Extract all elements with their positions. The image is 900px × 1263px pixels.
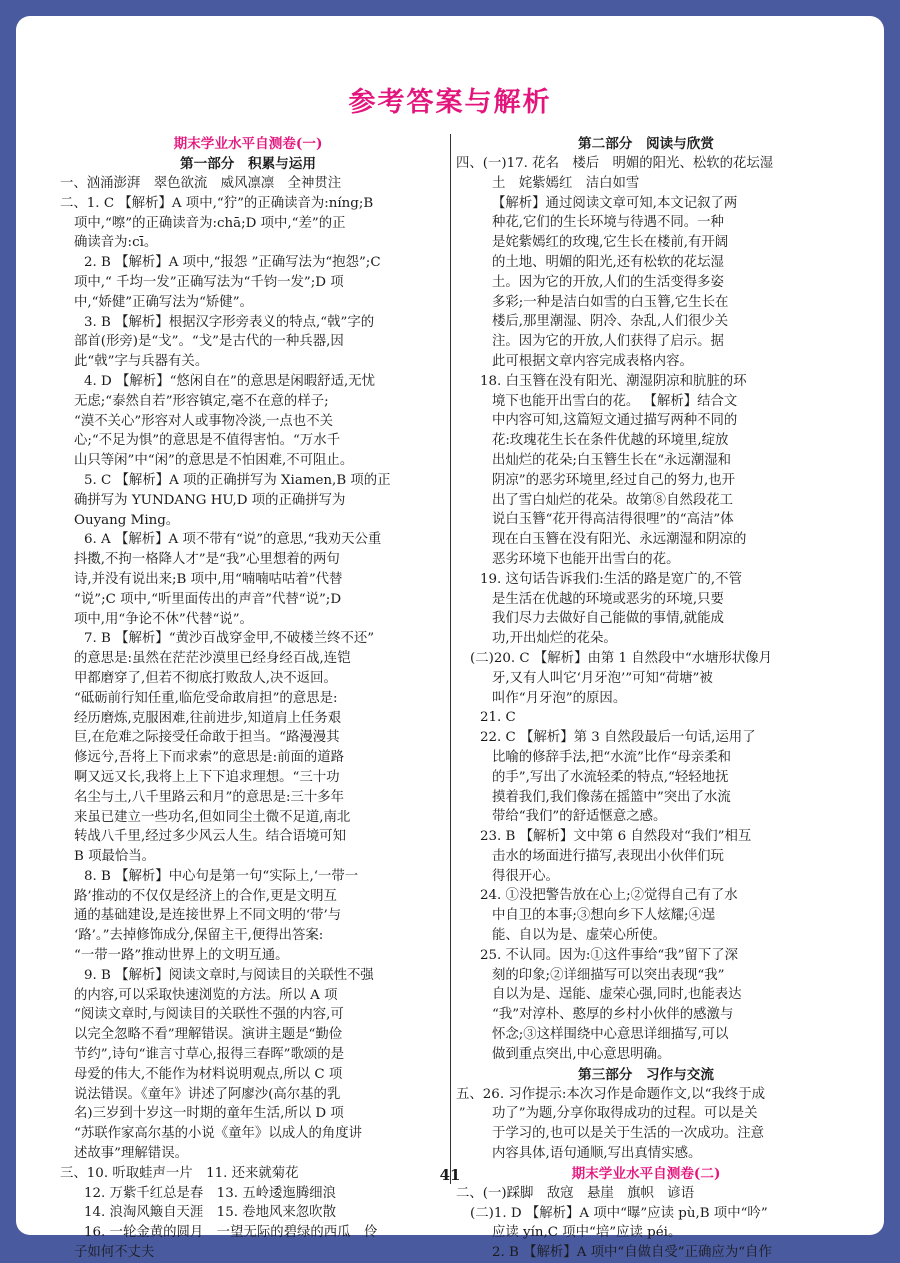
answer-line: 2. B 【解析】A 项中“自做自受”正确应为“自作 — [492, 1245, 772, 1261]
answer-line: 内容具体,语句通顺,写出真情实感。 — [492, 1146, 702, 1162]
section-heading: 第二部分 阅读与欣赏 — [578, 136, 714, 152]
answer-line: “砥砺前行知任重,临危受命敢肩担”的意思是: — [74, 690, 338, 706]
answer-line: 22. C 【解析】第 3 自然段最后一句话,运用了 — [480, 730, 756, 746]
answer-line: 的内容,可以采取快速浏览的方法。所以 A 项 — [74, 987, 338, 1003]
section-heading: 第一部分 积累与运用 — [180, 156, 316, 172]
answer-line: 16. 一轮金黄的圆月 一望无际的碧绿的西瓜 伶 — [84, 1225, 378, 1241]
answer-line: 做到重点突出,中心意思明确。 — [492, 1046, 671, 1062]
answer-line: 以完全忽略不看”理解错误。演讲主题是“勤俭 — [74, 1027, 343, 1043]
answer-line: 牙,又有人叫它‘月牙泡’”可知“荷塘”被 — [492, 670, 713, 686]
answer-line: 4. D 【解析】“悠闲自在”的意思是闲暇舒适,无忧 — [84, 373, 376, 389]
answer-line: 击水的场面进行描写,表现出小伙伴们玩 — [492, 848, 724, 864]
answer-line: 名)三岁到十岁这一时期的童年生活,所以 D 项 — [74, 1106, 344, 1122]
answer-line: (二)1. D 【解析】A 项中“曝”应读 pù,B 项中“吟” — [470, 1205, 768, 1221]
answer-line: 二、(一)踩脚 敌寇 悬崖 旗帜 谚语 — [456, 1185, 695, 1201]
answer-line: 【解析】通过阅读文章可知,本文记叙了两 — [492, 195, 738, 211]
answer-line: 6. A 【解析】A 项不带有“说”的意思,“我劝天公重 — [84, 532, 382, 548]
answer-line: 此可根据文章内容完成表格内容。 — [492, 353, 693, 369]
answer-line: 摸着我们,我们像荡在摇篮中”突出了水流 — [492, 789, 731, 805]
answer-line: 的手”,写出了水流轻柔的特点,“轻轻地抚 — [492, 769, 729, 785]
answer-line: “我”对淳朴、憨厚的乡村小伙伴的感激与 — [492, 1007, 734, 1023]
answer-line: 母爱的伟大,不能作为材料说明观点,所以 C 项 — [74, 1066, 343, 1082]
answer-line: 节约”,诗句“谁言寸草心,报得三春晖”歌颂的是 — [74, 1047, 345, 1063]
answer-line: 7. B 【解析】“黄沙百战穿金甲,不破楼兰终不还” — [84, 631, 375, 647]
answer-line: 修远兮,吾将上下而求索”的意思是:前面的道路 — [74, 750, 345, 766]
answer-line: 出了雪白灿烂的花朵。故第⑧自然段花工 — [492, 492, 734, 508]
answer-line: 二、1. C 【解析】A 项中,“狞”的正确读音为:níng;B — [60, 195, 374, 211]
answer-line: 转战八千里,经过多少风云人生。结合语境可知 — [74, 829, 347, 845]
answer-line: 功,开出灿烂的花朵。 — [492, 631, 617, 647]
answer-line: 五、26. 习作提示:本次习作是命题作文,以“我终于成 — [456, 1086, 765, 1102]
answer-line: 14. 浪淘风簸自天涯 15. 卷地风来忽吹散 — [84, 1205, 336, 1221]
answer-line: 的土地、明媚的阳光,还有松软的花坛湿 — [492, 254, 724, 270]
answer-line: 项中,“嚓”的正确读音为:chā;D 项中,“差”的正 — [74, 215, 346, 231]
answer-line: 21. C — [480, 710, 516, 726]
answer-line: 路’推动的不仅仅是经济上的合作,更是文明互 — [74, 888, 337, 904]
answer-line: 无虑;“泰然自若”形容镇定,毫不在意的样子; — [74, 393, 329, 409]
answer-line: (二)20. C 【解析】由第 1 自然段中“水塘形状像月 — [470, 650, 773, 666]
answer-line: 花:玫瑰花生长在条件优越的环境里,绽放 — [492, 433, 729, 449]
answer-line: ‘路’。”去掉修饰成分,保留主干,便得出答案: — [74, 928, 324, 944]
answer-line: 带给“我们”的舒适惬意之感。 — [492, 809, 667, 825]
answer-line: 刻的印象;②详细描写可以突出表现“我” — [492, 967, 725, 983]
answer-line: 境下也能开出雪白的花。 【解析】结合文 — [492, 393, 738, 409]
answer-line: 注。因为它的开放,人们获得了启示。据 — [492, 334, 724, 350]
answer-line: 24. ①没把警告放在心上;②觉得自己有了水 — [480, 888, 738, 904]
answer-line: B 项最恰当。 — [74, 849, 156, 865]
answer-line: 自以为是、逞能、虚荣心强,同时,也能表达 — [492, 987, 742, 1003]
answer-line: 多彩;一种是洁白如雪的白玉簪,它生长在 — [492, 294, 729, 310]
answer-line: 经历磨炼,克服困难,往前进步,知道肩上任务艰 — [74, 710, 342, 726]
answer-line: 心;“不足为惧”的意思是不值得害怕。“万水千 — [74, 433, 341, 449]
answer-line: 确拼写为 YUNDANG HU,D 项的正确拼写为 — [74, 492, 346, 508]
section-heading: 期末学业水平自测卷(二) — [571, 1165, 721, 1182]
answer-line: 8. B 【解析】中心句是第一句“实际上,‘一带一 — [84, 868, 359, 884]
answer-line: 名尘与土,八千里路云和月”的意思是:三十多年 — [74, 789, 345, 805]
answer-line: 述故事”理解错误。 — [74, 1146, 188, 1162]
answer-line: 项中,用“争论不休”代替“说”。 — [74, 611, 253, 627]
answer-line: “漠不关心”形容对人或事物冷淡,一点也不关 — [74, 413, 333, 429]
answer-line: 土 姹紫嫣红 洁白如雪 — [492, 175, 640, 191]
answer-line: 种花,它们的生长环境与待遇不同。一种 — [492, 215, 724, 231]
answer-line: 中自卫的本事;③想向乡下人炫耀;④逞 — [492, 908, 716, 924]
answer-line: 巨,在危难之际接受任命敢于担当。“路漫漫其 — [74, 730, 340, 746]
answer-line: 啊又远又长,我将上上下下追求理想。“三十功 — [74, 769, 340, 785]
answer-line: 恶劣环境下也能开出雪白的花。 — [492, 551, 680, 567]
answer-line: 楼后,那里潮湿、阴冷、杂乱,人们很少关 — [492, 314, 729, 330]
answer-line: 四、(一)17. 花名 楼后 明媚的阳光、松软的花坛湿 — [456, 156, 774, 171]
answer-line: “一带一路”推动世界上的文明互通。 — [74, 948, 289, 964]
answer-line: 甲都磨穿了,但若不彻底打败敌人,决不返回。 — [74, 670, 337, 686]
column-divider — [450, 134, 451, 1184]
answer-line: 中内容可知,这篇短文通过描写两种不同的 — [492, 413, 738, 429]
answer-line: 抖擞,不拘一格降人才”是“我”心里想着的两句 — [74, 552, 340, 568]
answer-line: 怀念;③这样围绕中心意思详细描写,可以 — [492, 1027, 729, 1043]
answer-line: 叫作“月牙泡”的原因。 — [492, 690, 627, 706]
answer-line: 通的基础建设,是连接世界上不同文明的‘带’与 — [74, 908, 342, 924]
answer-line: 于学习的,也可以是关于生活的一次成功。注意 — [492, 1126, 765, 1142]
answer-line: 2. B 【解析】A 项中,“报怨 ”正确写法为“抱怨”;C — [84, 255, 381, 271]
answer-line: 5. C 【解析】A 项的正确拼写为 Xiamen,B 项的正 — [84, 472, 391, 488]
left-column — [60, 134, 436, 1263]
answer-line: 我们尽力去做好自己能做的事情,就能成 — [492, 611, 724, 627]
answer-line: 得很开心。 — [492, 868, 559, 884]
answer-page — [16, 16, 884, 1261]
answer-line: Ouyang Ming。 — [74, 512, 180, 528]
answer-line: 中,“娇健”正确写法为“矫健”。 — [74, 294, 253, 310]
answer-line: 能、自以为是、虚荣心所使。 — [492, 928, 667, 944]
answer-line: 来虽已建立一些功名,但如同尘土微不足道,南北 — [74, 809, 351, 825]
answer-line: 土。因为它的开放,人们的生活变得多姿 — [492, 274, 724, 290]
answer-line: 三、10. 听取蛙声一片 11. 还来就菊花 — [60, 1165, 299, 1181]
answer-line: 子如何不丈夫 — [74, 1245, 155, 1261]
answer-line: 功了”为题,分享你取得成功的过程。可以是关 — [492, 1106, 758, 1122]
answer-line: 山只等闲”中“闲”的意思是不怕困难,不可阻止。 — [74, 453, 354, 469]
answer-line: 19. 这句话告诉我们:生活的路是宽广的,不管 — [480, 571, 742, 587]
right-column — [456, 134, 836, 1263]
answer-line: “阅读文章时,与阅读目的关联性不强的内容,可 — [74, 1007, 344, 1023]
answer-line: 确读音为:cī。 — [74, 235, 158, 251]
answer-line: 出灿烂的花朵;白玉簪生长在“永远潮湿和 — [492, 452, 731, 468]
answer-line: 是姹紫嫣红的玫瑰,它生长在楼前,有开阔 — [492, 235, 729, 251]
section-heading: 期末学业水平自测卷(一) — [173, 136, 323, 152]
answer-line: 是生活在优越的环境或恶劣的环境,只要 — [492, 591, 724, 607]
answer-line: 此“戟”字与兵器有关。 — [74, 354, 209, 370]
page-number: 41 — [439, 1166, 461, 1184]
answer-line: 说白玉簪“花开得高洁得很哩”的“高洁”体 — [492, 512, 734, 528]
answer-line: 23. B 【解析】文中第 6 自然段对“我们”相互 — [480, 829, 752, 845]
answer-line: 18. 白玉簪在没有阳光、潮湿阴凉和肮脏的环 — [480, 373, 747, 389]
answer-line: 诗,并没有说出来;B 项中,用“喃喃咕咕着”代替 — [74, 571, 343, 587]
answer-line: “苏联作家高尔基的小说《童年》以成人的角度讲 — [74, 1126, 363, 1142]
answer-line: 12. 万紫千红总是春 13. 五岭逶迤腾细浪 — [84, 1185, 336, 1201]
section-heading: 第三部分 习作与交流 — [578, 1066, 714, 1083]
answer-line: 应读 yín,C 项中“培”应读 péi。 — [492, 1225, 682, 1241]
answer-line: 部首(形旁)是“戈”。“戈”是古代的一种兵器,因 — [74, 334, 344, 350]
answer-line: 阴凉”的恶劣环境里,经过自己的努力,也开 — [492, 472, 735, 488]
page-title: 参考答案与解析 — [348, 87, 552, 118]
answer-line: 项中,“ 千均一发”正确写法为“千钧一发”;D 项 — [74, 274, 344, 290]
answer-line: 说法错误。《童年》讲述了阿廖沙(高尔基的乳 — [74, 1086, 341, 1102]
answer-line: 25. 不认同。因为:①这件事给“我”留下了深 — [480, 947, 739, 963]
answer-line: 3. B 【解析】根据汉字形旁表义的特点,“戟”字的 — [84, 314, 375, 330]
answer-line: 一、汹涌澎湃 翠色欲流 威风凛凛 全神贯注 — [60, 176, 342, 191]
answer-line: 现在白玉簪在没有阳光、永远潮湿和阴凉的 — [492, 532, 747, 548]
answer-line: 的意思是:虽然在茫茫沙漠里已经身经百战,连铠 — [74, 651, 351, 667]
answer-line: 9. B 【解析】阅读文章时,与阅读目的关联性不强 — [84, 967, 374, 983]
answer-line: “说”;C 项中,“听里面传出的声音”代替“说”;D — [74, 591, 342, 607]
answer-line: 比喻的修辞手法,把“水流”比作“母亲柔和 — [492, 749, 732, 765]
